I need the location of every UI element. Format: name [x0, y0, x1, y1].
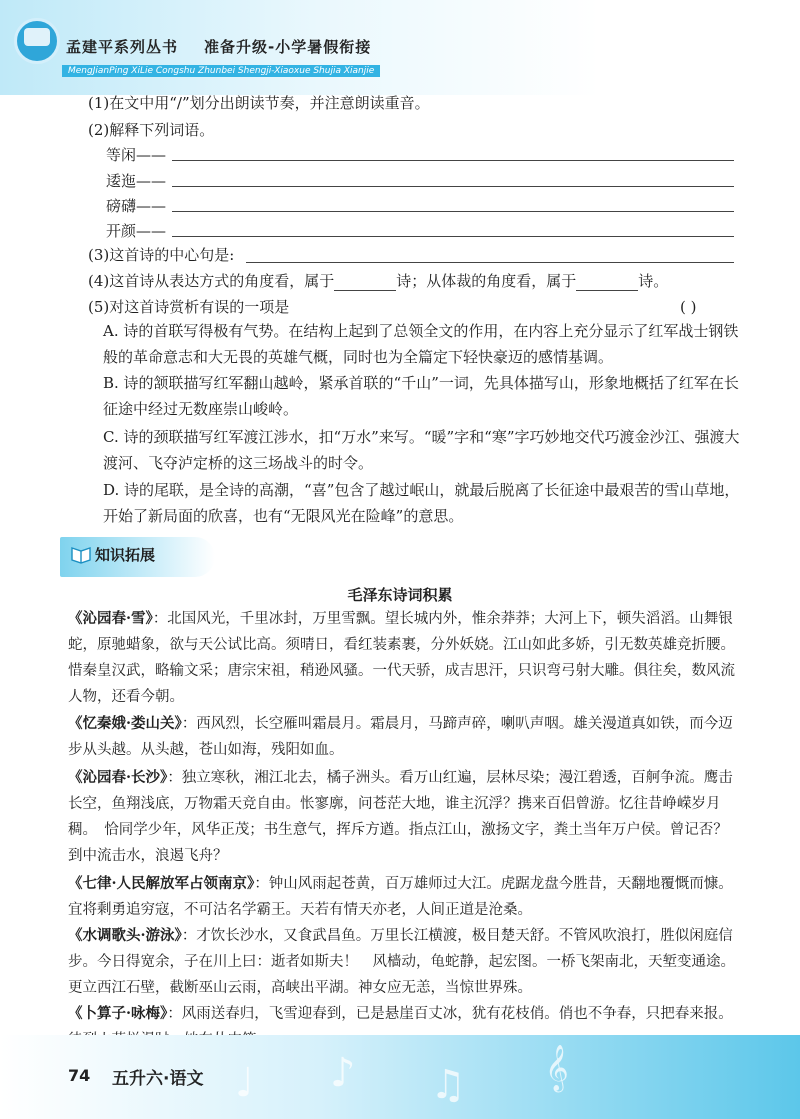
- music-note-icon: ♪: [330, 1050, 356, 1096]
- poem-name: 《卜算子·咏梅》: [68, 1005, 168, 1022]
- footer-series: 五升六·语文: [112, 1069, 204, 1089]
- poem-text: ：才饮长沙水，又食武昌鱼。万里长江横渡，极目楚天舒。不管风吹浪打，胜似闲庭信步。今日得宽余，子在川上曰：逝者如斯夫！ 风樯动，龟蛇静，起宏图。一桥飞架南北，天堑变通途。更立西江石壁，截断巫山云雨，高峡出平湖。神女应无恙，当惊世界殊。: [68, 928, 735, 996]
- poem-text: ：风雨送春归，飞雪迎春到，已是悬崖百丈冰，犹有花枝俏。俏也不争春，只把春来报。: [167, 1006, 733, 1022]
- answer-line-4[interactable]: [172, 236, 734, 237]
- blank-expression[interactable]: [334, 276, 396, 291]
- question-4: [88, 271, 668, 291]
- series-name: 孟建平系列丛书: [66, 38, 179, 56]
- question-2: (2)解释下列词语。: [88, 121, 215, 139]
- music-note-icon: ♩: [235, 1060, 254, 1106]
- option-a[interactable]: A. 诗的首联写得极有气势。在结构上起到了总领全文的作用，在内容上充分显示了红军战士钢铁般的革命意志和大无畏的英雄气概，同时也为全篇定下轻快豪迈的感情基调。: [103, 322, 739, 366]
- poem-entry: [68, 711, 738, 763]
- poem-text: ：西风烈，长空雁叫霜晨月。霜晨月，马蹄声碎，喇叭声咽。雄关漫道真如铁，而今迈步从头越。从头越，苍山如海，残阳如血。: [68, 716, 733, 758]
- poem-text: ：钟山风雨起苍黄，百万雄师过大江。虎踞龙盘今胜昔，天翻地覆慨而慷。宜将剩勇追穷寇，不可沽名学霸王。天若有情天亦老，人间正道是沧桑。: [68, 876, 733, 918]
- poem-entry: [68, 606, 743, 710]
- music-note-icon: ♫: [430, 1062, 466, 1108]
- header-title: [66, 36, 371, 57]
- poem-name: 《七律·人民解放军占领南京》: [68, 875, 255, 892]
- question-3: (3)这首诗的中心句是:: [88, 246, 235, 264]
- treble-clef-icon: 𝄞: [545, 1045, 569, 1091]
- term-1: 等闲——: [106, 146, 167, 164]
- book-name: 准备升级-小学暑假衔接: [204, 38, 372, 56]
- poem-text: ：北国风光，千里冰封，万里雪飘。望长城内外，惟余莽莽；大河上下，顿失滔滔。山舞银蛇，原驰蜡象，欲与天公试比高。须晴日，看红装素裹，分外妖娆。江山如此多娇，引无数英雄竞折腰。 惜秦皇汉武，略输文采；唐宗宋祖，稍逊风骚。一代天骄，成吉思汗，只识弯弓射大雕。俱往矣，数风流人物，还看今朝。: [68, 611, 743, 705]
- question-4-part-c: 诗。: [638, 272, 669, 290]
- answer-line-3[interactable]: [172, 211, 734, 212]
- question-1: (1)在文中用“/”划分出朗读节奏，并注意朗读重音。: [88, 94, 430, 112]
- question-4-part-b: 诗；从体裁的角度看，属于: [396, 272, 577, 290]
- answer-line-1[interactable]: [172, 160, 734, 161]
- answer-line-2[interactable]: [172, 186, 734, 187]
- open-book-icon: [70, 542, 92, 564]
- answer-line-q3[interactable]: [246, 262, 734, 263]
- section-title: 毛泽东诗词积累: [347, 586, 453, 604]
- question-5: (5)对这首诗赏析有误的一项是: [88, 298, 290, 316]
- poem-entry: [68, 923, 738, 1001]
- poem-name: 《水调歌头·游泳》: [68, 927, 182, 944]
- option-c[interactable]: C. 诗的颈联描写红军渡江涉水，扣“万水”来写。“暖”字和“寒”字巧妙地交代巧渡金沙江、强渡大渡河、飞夺泸定桥的这三场战斗的时令。: [103, 428, 740, 472]
- page-number: 74: [68, 1066, 91, 1085]
- poem-name: 《沁园春·长沙》: [68, 769, 168, 786]
- poem-name: 《沁园春·雪》: [68, 610, 153, 627]
- book-icon: [24, 28, 50, 46]
- poem-entry: [68, 871, 738, 923]
- option-b[interactable]: B. 诗的颔联描写红军翻山越岭，紧承首联的“千山”一词，先具体描写山，形象地概括了红军在长征途中经过无数座崇山峻岭。: [103, 374, 739, 418]
- blank-genre[interactable]: [576, 276, 638, 291]
- term-3: 磅礴——: [106, 197, 167, 215]
- poem-text: ：独立寒秋，湘江北去，橘子洲头。看万山红遍，层林尽染；漫江碧透，百舸争流。鹰击长空，鱼翔浅底，万物霜天竞自由。怅寥廓，问苍茫大地，谁主沉浮？携来百侣曾游。忆往昔峥嵘岁月稠。 恰同学少年，风华正茂；书生意气，挥斥方遒。指点江山，激扬文字，粪土当年万户侯。曾记否？到中流击水，浪遏飞舟？: [68, 770, 733, 864]
- section-banner-label: 知识拓展: [95, 546, 156, 564]
- term-2: 逶迤——: [106, 172, 167, 190]
- answer-paren[interactable]: ( ): [680, 298, 697, 316]
- poem-entry: [68, 765, 738, 869]
- question-4-part-a: (4)这首诗从表达方式的角度看，属于: [88, 272, 335, 290]
- header-pinyin: MengJianPing XiLie Congshu Zhunbei Shengji-Xiaoxue Shujia Xianjie: [62, 65, 380, 77]
- term-4: 开颜——: [106, 222, 167, 240]
- poem-name: 《忆秦娥·娄山关》: [68, 715, 182, 732]
- option-d[interactable]: D. 诗的尾联，是全诗的高潮，“喜”包含了越过岷山，就最后脱离了长征途中最艰苦的雪山草地，开始了新局面的欣喜，也有“无限风光在险峰”的意思。: [103, 481, 740, 525]
